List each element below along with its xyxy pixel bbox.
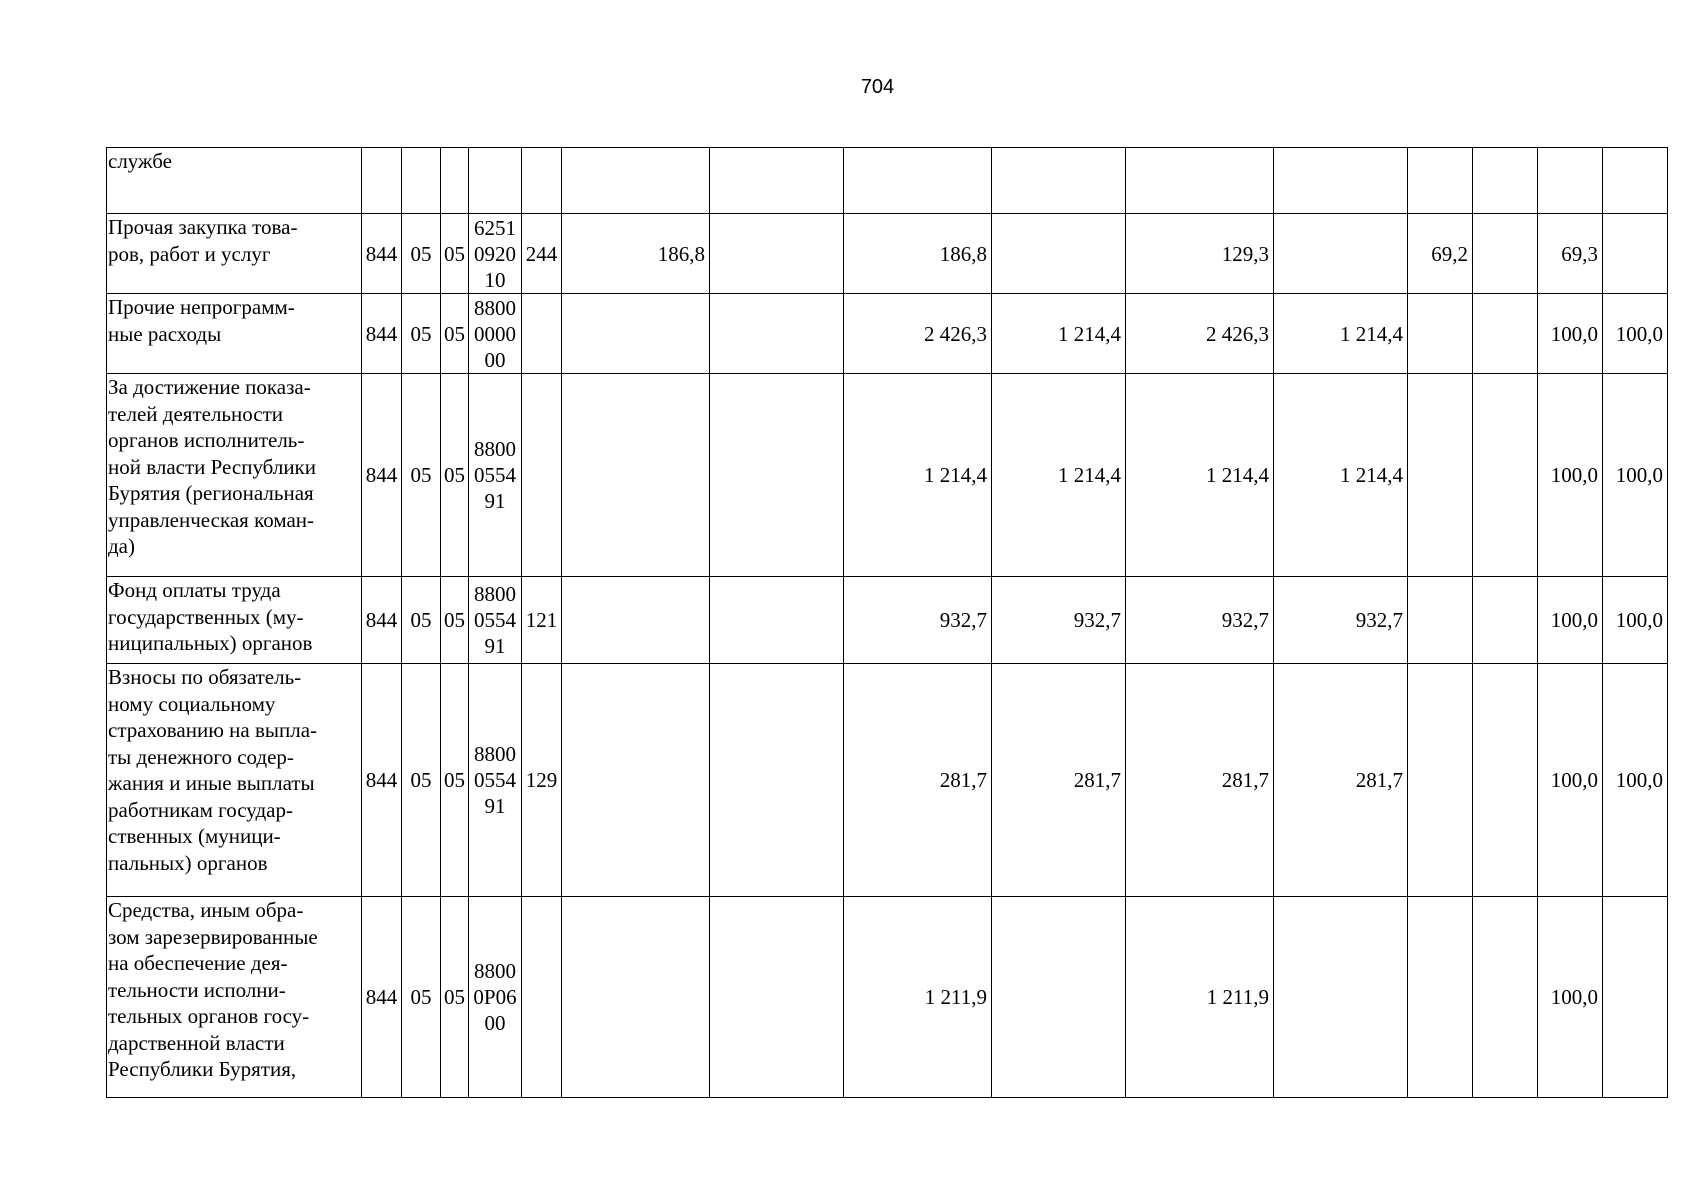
value-col-10 <box>1603 897 1668 1098</box>
table-row <box>107 897 1668 1098</box>
value-col-9 <box>1538 148 1603 214</box>
value-col-1: 186,8 <box>562 214 710 294</box>
value-col-10: 100,0 <box>1603 374 1668 577</box>
value-col-10: 100,0 <box>1603 577 1668 664</box>
value-col-9: 69,3 <box>1538 214 1603 294</box>
subsection-code: 05 <box>441 294 469 374</box>
value-col-5: 129,3 <box>1126 214 1274 294</box>
value-col-1 <box>562 577 710 664</box>
value-col-8 <box>1473 897 1538 1098</box>
value-col-4: 1 214,4 <box>992 294 1126 374</box>
value-col-8 <box>1473 374 1538 577</box>
table-row <box>107 664 1668 897</box>
value-col-10: 100,0 <box>1603 664 1668 897</box>
value-col-6: 1 214,4 <box>1274 294 1408 374</box>
value-col-2 <box>710 214 844 294</box>
value-col-6: 1 214,4 <box>1274 374 1408 577</box>
page-number: 704 <box>860 76 895 98</box>
value-col-4: 281,7 <box>992 664 1126 897</box>
ved-code <box>362 148 402 214</box>
value-col-2 <box>710 148 844 214</box>
row-name: Прочая закупка това- ров, работ и услуг <box>107 214 362 294</box>
value-col-5: 1 211,9 <box>1126 897 1274 1098</box>
value-col-10 <box>1603 148 1668 214</box>
value-col-2 <box>710 897 844 1098</box>
ved-code: 844 <box>362 897 402 1098</box>
value-col-7 <box>1408 294 1473 374</box>
value-col-9: 100,0 <box>1538 897 1603 1098</box>
target-article-code <box>469 148 522 214</box>
expense-type-code: 244 <box>522 214 562 294</box>
row-name: Взносы по обязатель- ному социальному страхованию на выпла- ты денежного содер- жания и иные выплаты работникам государ- ственных (муници- пальных) органов <box>107 664 362 897</box>
value-col-3: 932,7 <box>844 577 992 664</box>
target-article-code: 8800 0554 91 <box>469 374 522 577</box>
target-article-code: 6251 0920 10 <box>469 214 522 294</box>
value-col-3: 281,7 <box>844 664 992 897</box>
value-col-9: 100,0 <box>1538 374 1603 577</box>
value-col-3: 1 214,4 <box>844 374 992 577</box>
row-name: Средства, иным обра- зом зарезервированные на обеспечение дея- тельности исполни- тельных органов госу- дарственной власти Республики Бурятия, <box>107 897 362 1098</box>
section-code: 05 <box>402 664 441 897</box>
value-col-3: 186,8 <box>844 214 992 294</box>
value-col-8 <box>1473 664 1538 897</box>
ved-code: 844 <box>362 294 402 374</box>
expense-type-code <box>522 374 562 577</box>
value-col-9: 100,0 <box>1538 294 1603 374</box>
value-col-3: 1 211,9 <box>844 897 992 1098</box>
value-col-3 <box>844 148 992 214</box>
value-col-2 <box>710 664 844 897</box>
value-col-7 <box>1408 374 1473 577</box>
expense-type-code <box>522 294 562 374</box>
subsection-code <box>441 148 469 214</box>
row-name: За достижение показа- телей деятельности органов исполнитель- ной власти Республики Бурятия (региональная управленческая коман- да) <box>107 374 362 577</box>
row-name: Прочие непрограмм- ные расходы <box>107 294 362 374</box>
value-col-2 <box>710 374 844 577</box>
subsection-code: 05 <box>441 664 469 897</box>
value-col-4: 932,7 <box>992 577 1126 664</box>
expense-type-code: 121 <box>522 577 562 664</box>
value-col-1 <box>562 897 710 1098</box>
value-col-6: 932,7 <box>1274 577 1408 664</box>
value-col-9: 100,0 <box>1538 664 1603 897</box>
target-article-code: 8800 0000 00 <box>469 294 522 374</box>
value-col-9: 100,0 <box>1538 577 1603 664</box>
value-col-5 <box>1126 148 1274 214</box>
ved-code: 844 <box>362 214 402 294</box>
subsection-code: 05 <box>441 897 469 1098</box>
subsection-code: 05 <box>441 577 469 664</box>
value-col-6 <box>1274 148 1408 214</box>
ved-code: 844 <box>362 374 402 577</box>
value-col-1 <box>562 664 710 897</box>
table-row <box>107 148 1668 214</box>
value-col-8 <box>1473 214 1538 294</box>
table-row <box>107 214 1668 294</box>
row-name: службе <box>107 148 362 214</box>
value-col-5: 1 214,4 <box>1126 374 1274 577</box>
budget-table <box>106 147 1668 1098</box>
value-col-7: 69,2 <box>1408 214 1473 294</box>
value-col-8 <box>1473 577 1538 664</box>
section-code: 05 <box>402 577 441 664</box>
value-col-5: 932,7 <box>1126 577 1274 664</box>
section-code: 05 <box>402 374 441 577</box>
value-col-6: 281,7 <box>1274 664 1408 897</box>
value-col-4 <box>992 897 1126 1098</box>
expense-type-code: 129 <box>522 664 562 897</box>
section-code <box>402 148 441 214</box>
expense-type-code <box>522 148 562 214</box>
value-col-10 <box>1603 214 1668 294</box>
value-col-8 <box>1473 148 1538 214</box>
section-code: 05 <box>402 214 441 294</box>
target-article-code: 8800 0Р06 00 <box>469 897 522 1098</box>
value-col-1 <box>562 148 710 214</box>
value-col-2 <box>710 294 844 374</box>
table-row <box>107 294 1668 374</box>
target-article-code: 8800 0554 91 <box>469 577 522 664</box>
expense-type-code <box>522 897 562 1098</box>
section-code: 05 <box>402 897 441 1098</box>
value-col-4 <box>992 148 1126 214</box>
ved-code: 844 <box>362 664 402 897</box>
target-article-code: 8800 0554 91 <box>469 664 522 897</box>
value-col-6 <box>1274 897 1408 1098</box>
value-col-8 <box>1473 294 1538 374</box>
subsection-code: 05 <box>441 374 469 577</box>
value-col-7 <box>1408 577 1473 664</box>
value-col-4: 1 214,4 <box>992 374 1126 577</box>
value-col-10: 100,0 <box>1603 294 1668 374</box>
value-col-1 <box>562 374 710 577</box>
value-col-6 <box>1274 214 1408 294</box>
value-col-5: 281,7 <box>1126 664 1274 897</box>
section-code: 05 <box>402 294 441 374</box>
row-name: Фонд оплаты труда государственных (му- ниципальных) органов <box>107 577 362 664</box>
value-col-7 <box>1408 664 1473 897</box>
value-col-7 <box>1408 897 1473 1098</box>
value-col-3: 2 426,3 <box>844 294 992 374</box>
table-row <box>107 374 1668 577</box>
value-col-4 <box>992 214 1126 294</box>
value-col-2 <box>710 577 844 664</box>
value-col-1 <box>562 294 710 374</box>
subsection-code: 05 <box>441 214 469 294</box>
ved-code: 844 <box>362 577 402 664</box>
value-col-5: 2 426,3 <box>1126 294 1274 374</box>
value-col-7 <box>1408 148 1473 214</box>
table-row <box>107 577 1668 664</box>
